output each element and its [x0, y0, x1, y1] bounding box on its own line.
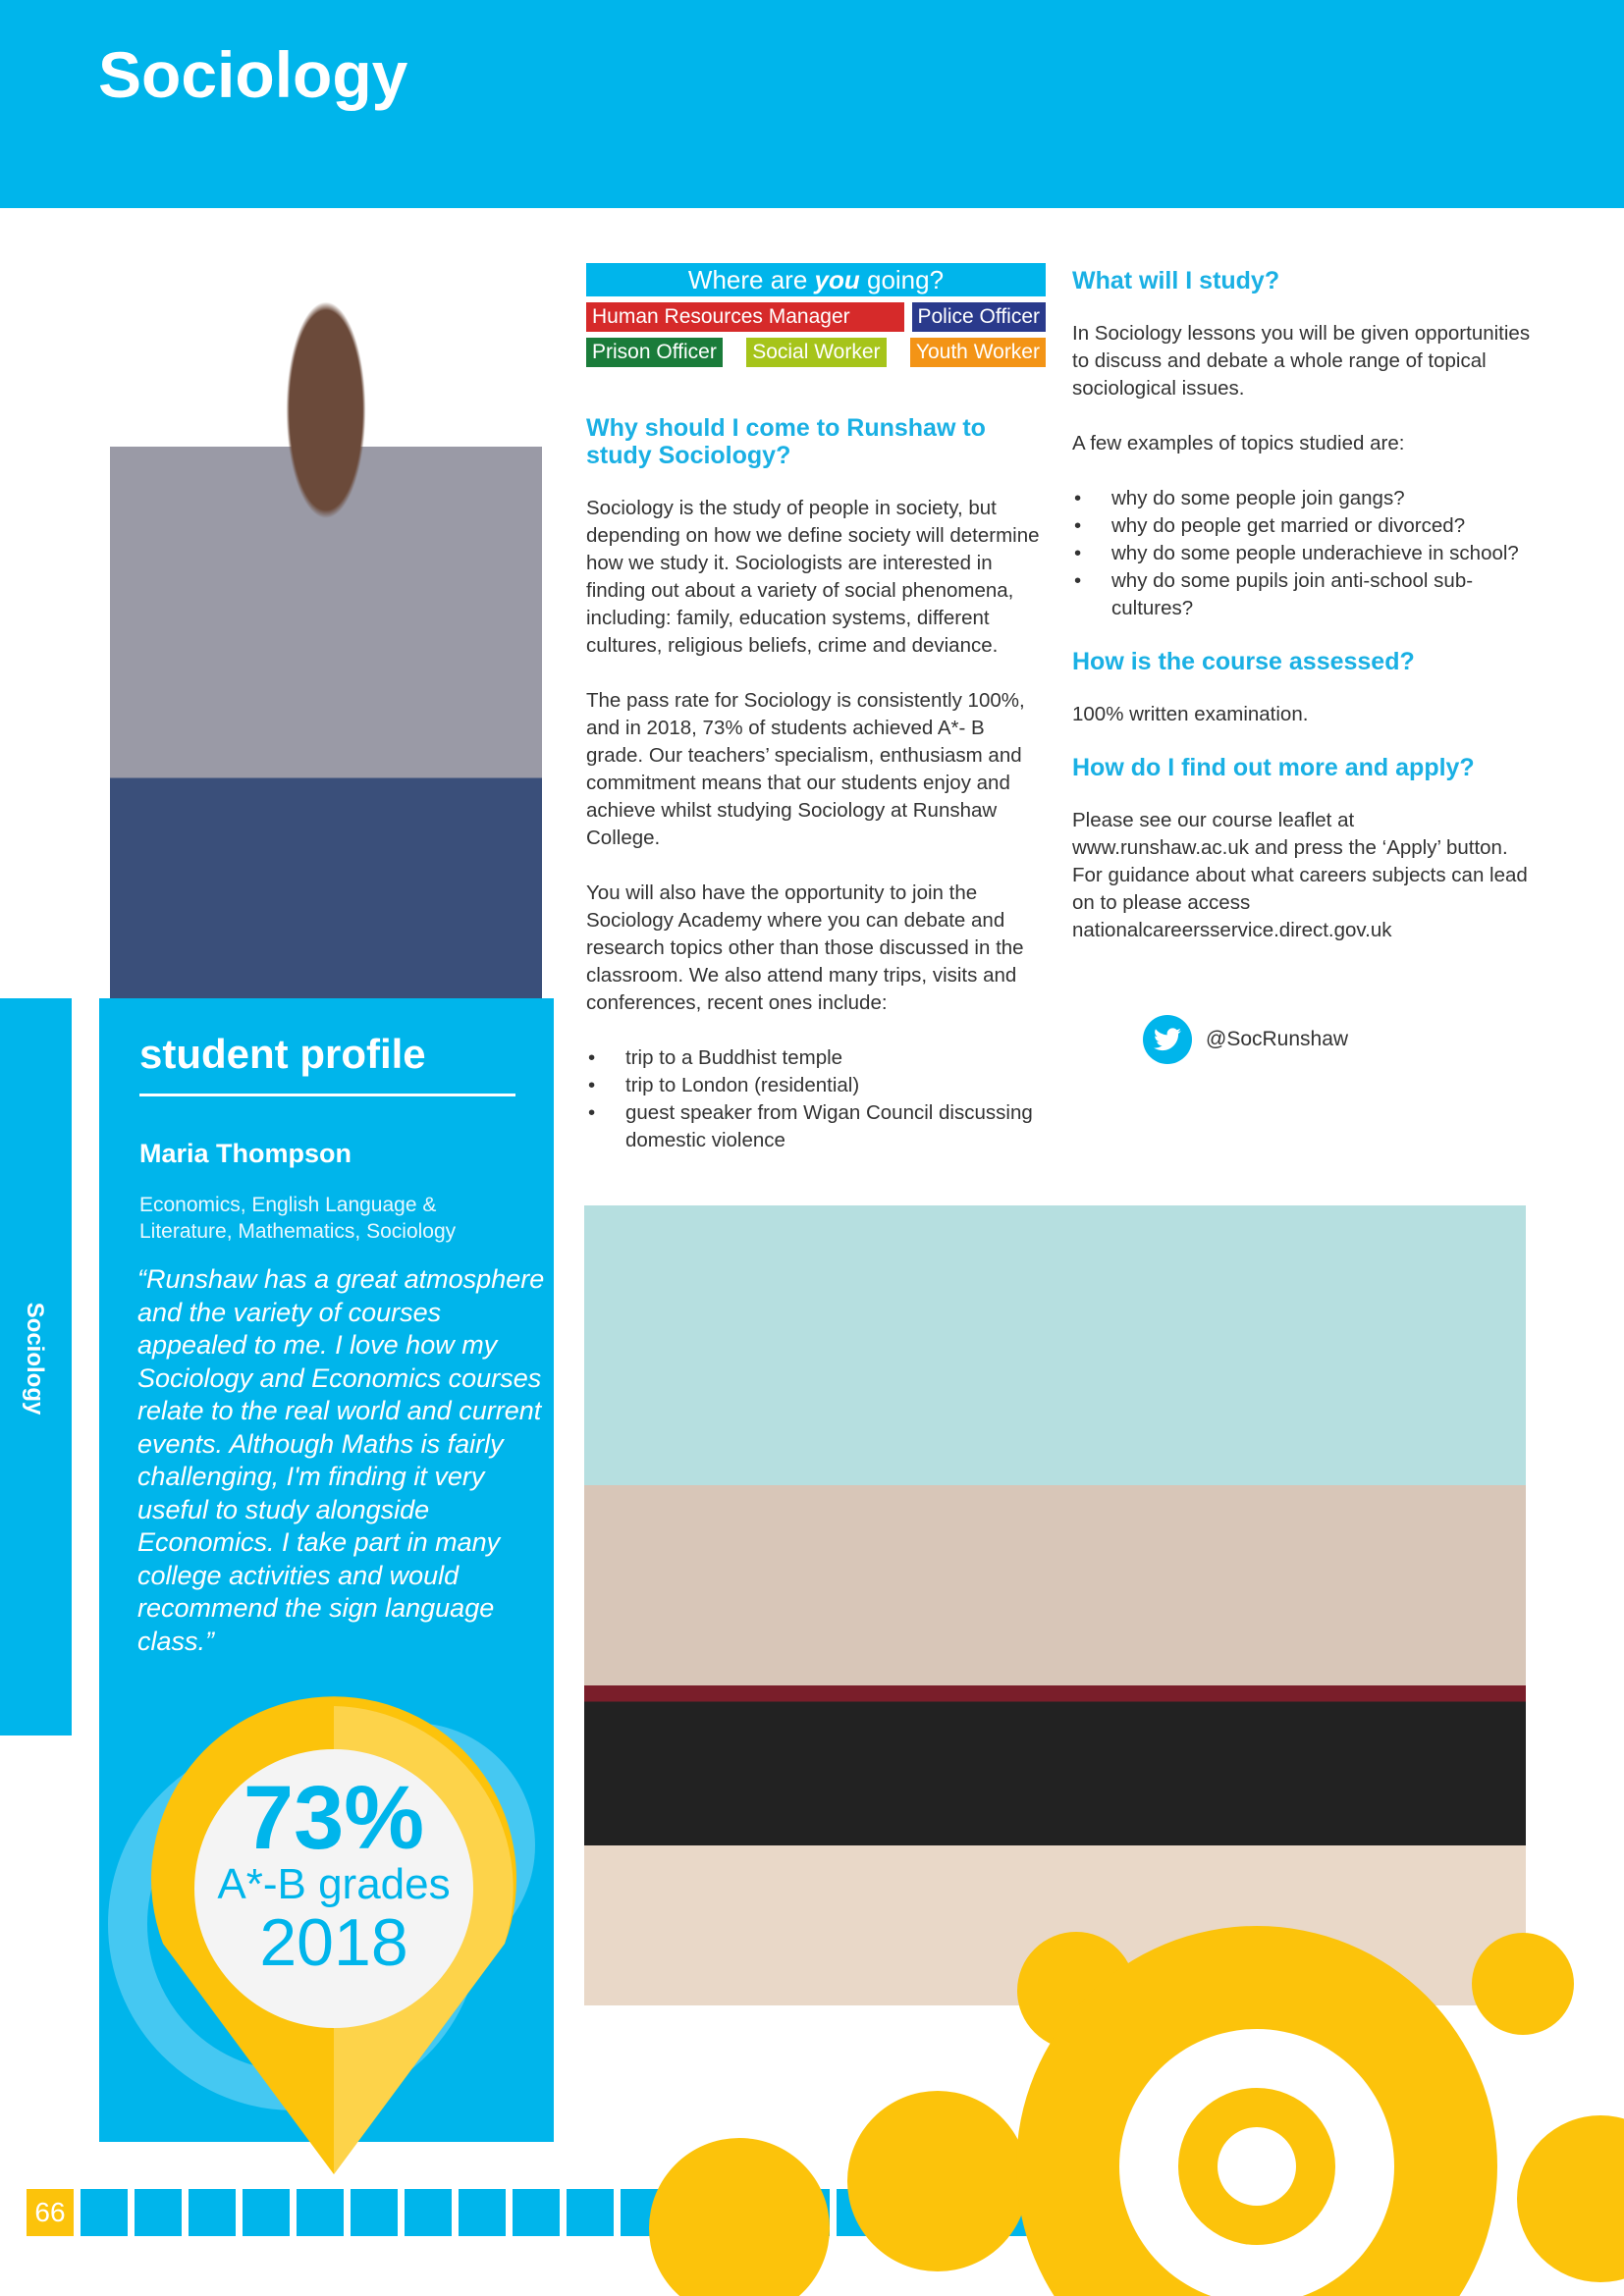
- trips-list: [586, 1044, 1046, 1154]
- study-heading: What will I study?: [1072, 267, 1280, 294]
- study-paragraph: A few examples of topics studied are:: [1072, 432, 1405, 454]
- careers-title-end: going?: [859, 265, 945, 294]
- decorative-circles: [589, 1924, 1624, 2296]
- stat-percent: 73%: [243, 1768, 425, 1868]
- footer-square: [81, 2189, 128, 2236]
- apply-paragraph: Please see our course leaflet at www.runshaw.ac.uk and press the ‘Apply’ button. For guidance about what careers subjects can lead on to please access nationalcareersservice.direct.gov.uk: [1072, 809, 1528, 941]
- career-tag: Police Officer: [912, 302, 1047, 332]
- list-item: • why do some people join gangs?: [1072, 485, 1534, 512]
- twitter-link[interactable]: [1143, 1015, 1348, 1064]
- study-paragraph: In Sociology lessons you will be given opportunities to discuss and debate a whole range of topical sociological issues.: [1072, 322, 1531, 400]
- divider: [139, 1094, 515, 1096]
- list-item: • trip to London (residential): [586, 1072, 1046, 1099]
- middle-column: [586, 263, 1046, 1154]
- classroom-photo: [584, 1205, 1526, 2005]
- deco-circle: [847, 2091, 1028, 2271]
- student-name: Maria Thompson: [139, 1139, 352, 1168]
- career-tag: Human Resources Manager: [586, 302, 904, 332]
- deco-circle: [1472, 1933, 1574, 2035]
- career-tag: Prison Officer: [586, 338, 723, 367]
- page-number: 66: [27, 2189, 74, 2236]
- assessed-paragraph: 100% written examination.: [1072, 703, 1309, 725]
- why-heading: Why should I come to Runshaw to study Sociology?: [586, 414, 986, 469]
- twitter-icon: [1143, 1015, 1192, 1064]
- footer-square: [189, 2189, 236, 2236]
- assessed-heading: How is the course assessed?: [1072, 648, 1415, 675]
- footer-square: [243, 2189, 290, 2236]
- deco-circle: [1517, 2115, 1624, 2282]
- footer-square: [513, 2189, 560, 2236]
- list-item: • why do people get married or divorced?: [1072, 512, 1534, 540]
- footer-square: [297, 2189, 344, 2236]
- apply-heading: How do I find out more and apply?: [1072, 754, 1475, 781]
- list-item: • trip to a Buddhist temple: [586, 1044, 1046, 1072]
- page-title: Sociology: [98, 38, 408, 111]
- footer-square: [405, 2189, 452, 2236]
- stat-label: A*-B grades: [217, 1860, 451, 1908]
- topics-list: [1072, 485, 1534, 622]
- why-paragraph: The pass rate for Sociology is consistently 100%, and in 2018, 73% of students achieved A*- B grade. Our teachers’ specialism, enthusiasm and commitment means that our students enjoy and achieve whilst studying Sociology at Runshaw College.: [586, 689, 1025, 849]
- list-item: • why do some pupils join anti-school sub-cultures?: [1072, 567, 1534, 622]
- list-item: • guest speaker from Wigan Council discussing domestic violence: [586, 1099, 1046, 1154]
- target-center: [1218, 2127, 1296, 2206]
- why-paragraph: You will also have the opportunity to join the Sociology Academy where you can debate and research topics other than those discussed in the classroom. We also attend many trips, visits and conferences, recent ones include:: [586, 881, 1024, 1014]
- student-photo: [110, 263, 542, 998]
- careers-title-emphasis: you: [814, 265, 860, 294]
- list-item: • why do some people underachieve in school?: [1072, 540, 1534, 567]
- why-paragraph: Sociology is the study of people in society, but depending on how we define society will determine how we study it. Sociologists are interested in finding out about a variety of social phenomena, including: family, education systems, different cultures, religious beliefs, crime and deviance.: [586, 497, 1040, 657]
- footer-square: [459, 2189, 506, 2236]
- side-label: Sociology: [22, 1302, 48, 1415]
- career-tag: Youth Worker: [910, 338, 1046, 367]
- student-quote: “Runshaw has a great atmosphere and the variety of courses appealed to me. I love how my Sociology and Economics courses relate to the real world and current events. Although Maths is fairly challenging, I'm finding it very useful to study alongside Economics. I take part in many college activities and would recommend the sign language class.”: [137, 1264, 545, 1656]
- deco-circle: [649, 2138, 830, 2296]
- profile-heading: student profile: [139, 1031, 426, 1077]
- careers-title: Where are: [687, 265, 815, 294]
- twitter-handle: @SocRunshaw: [1206, 1028, 1349, 1050]
- stat-badge: [196, 1768, 471, 1980]
- career-tag: Social Worker: [746, 338, 886, 367]
- footer-square: [351, 2189, 398, 2236]
- footer-square: [135, 2189, 182, 2236]
- right-column: [1072, 267, 1534, 944]
- student-subjects: Economics, English Language & Literature, Mathematics, Sociology: [139, 1194, 457, 1243]
- careers-banner: [586, 263, 1046, 296]
- stat-year: 2018: [259, 1905, 408, 1980]
